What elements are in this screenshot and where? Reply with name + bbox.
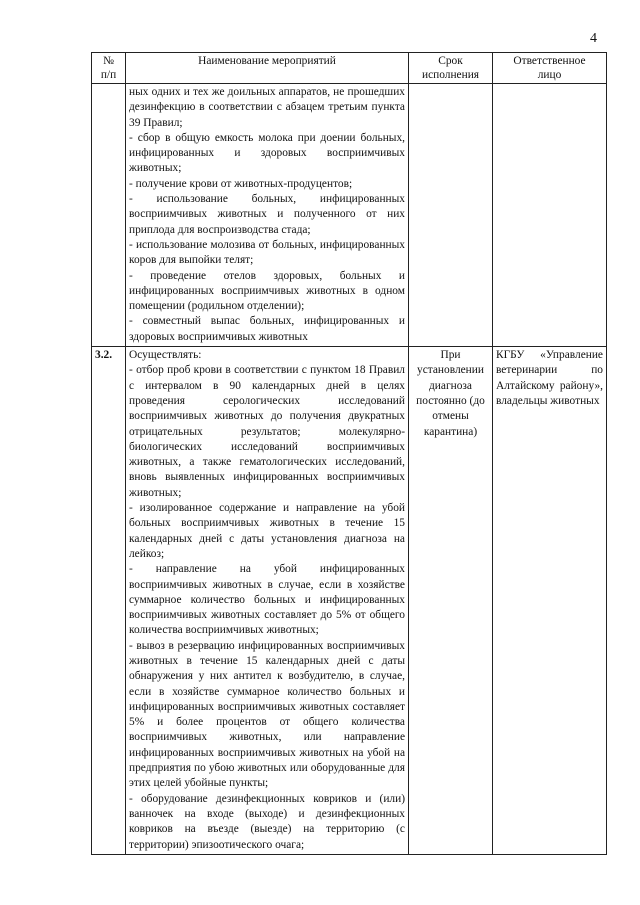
action-item: - отбор проб крови в соответствии с пунктом 18 Правил с интервалом в 90 календарных дней в целях проведения серологических исследований восприимчивых животных до получения двукратных отрицательных результатов; молекулярно-биологических исследований восприимчивых животных, а также гематологических исследований, вновь выявленных инфицированных восприимчивых животных; xyxy=(129,364,405,499)
action-item: - изолированное содержание и направление на убой больных восприимчивых животных в течение 15 календарных дней с даты установления диагноза на лейкоз; xyxy=(129,502,405,560)
page-number: 4 xyxy=(590,31,597,46)
measures-table xyxy=(91,52,607,855)
header-responsible: Ответственное лицо xyxy=(493,53,607,84)
action-item: - проведение отелов здоровых, больных и инфицированных восприимчивых животных в одном помещении (родильном отделении); xyxy=(129,269,405,313)
row-number: 3.2. xyxy=(92,347,126,855)
action-item: - сбор в общую емкость молока при доении больных, инфицированных и здоровых восприимчивых животных; xyxy=(129,131,405,175)
row-responsible xyxy=(493,84,607,347)
action-item: - оборудование дезинфекционных ковриков и (или) ванночек на входе (выходе) и дезинфекционных ковриков на въезде (выезде) на территорию (с территории) эпизоотического очага; xyxy=(129,792,405,851)
action-item: ных одних и тех же доильных аппаратов, не прошедших дезинфекцию в соответствии с абзацем третьим пункта 39 Правил; xyxy=(129,86,405,129)
header-term: Срок исполнения xyxy=(409,53,493,84)
header-action: Наименование мероприятий xyxy=(126,53,409,84)
row-term: При установлении диагноза постоянно (до отмены карантина) xyxy=(409,347,493,855)
row-action xyxy=(126,347,409,855)
table-row xyxy=(92,347,607,855)
row-term xyxy=(409,84,493,347)
table-header-row xyxy=(92,53,607,84)
header-num: № п/п xyxy=(92,53,126,84)
action-item: - направление на убой инфицированных восприимчивых животных в случае, если в хозяйстве суммарное количество больных и инфицированных восприимчивых животных составляет до 5% от общего количества восприимчивых животных; xyxy=(129,563,405,637)
row-responsible: КГБУ «Управление ветеринарии по Алтайскому району», владельцы животных xyxy=(493,347,607,855)
action-item: Осуществлять: xyxy=(129,349,202,362)
action-item: - использование молозива от больных, инфицированных коров для выпойки телят; xyxy=(129,238,405,267)
row-number xyxy=(92,84,126,347)
row-action xyxy=(126,84,409,347)
action-item: - использование больных, инфицированных восприимчивых животных и полученного от них приплода для воспроизводства стада; xyxy=(129,193,405,236)
action-item: - вывоз в резервацию инфицированных восприимчивых животных в течение 15 календарных дней с даты обнаружения у них антител к возбудителю, в случае, если в хозяйстве суммарное количество больных и инфицированных восприимчивых животных составляет 5% и более процентов от общего количества восприимчивых животных, или направление инфицированных восприимчивых животных на убой на предприятия по убою животных или оборудованные для этих целей убойные пункты; xyxy=(129,639,405,790)
table-row xyxy=(92,84,607,347)
action-item: - получение крови от животных-продуцентов; xyxy=(129,177,353,190)
action-item: - совместный выпас больных, инфицированных и здоровых восприимчивых животных xyxy=(129,315,405,343)
